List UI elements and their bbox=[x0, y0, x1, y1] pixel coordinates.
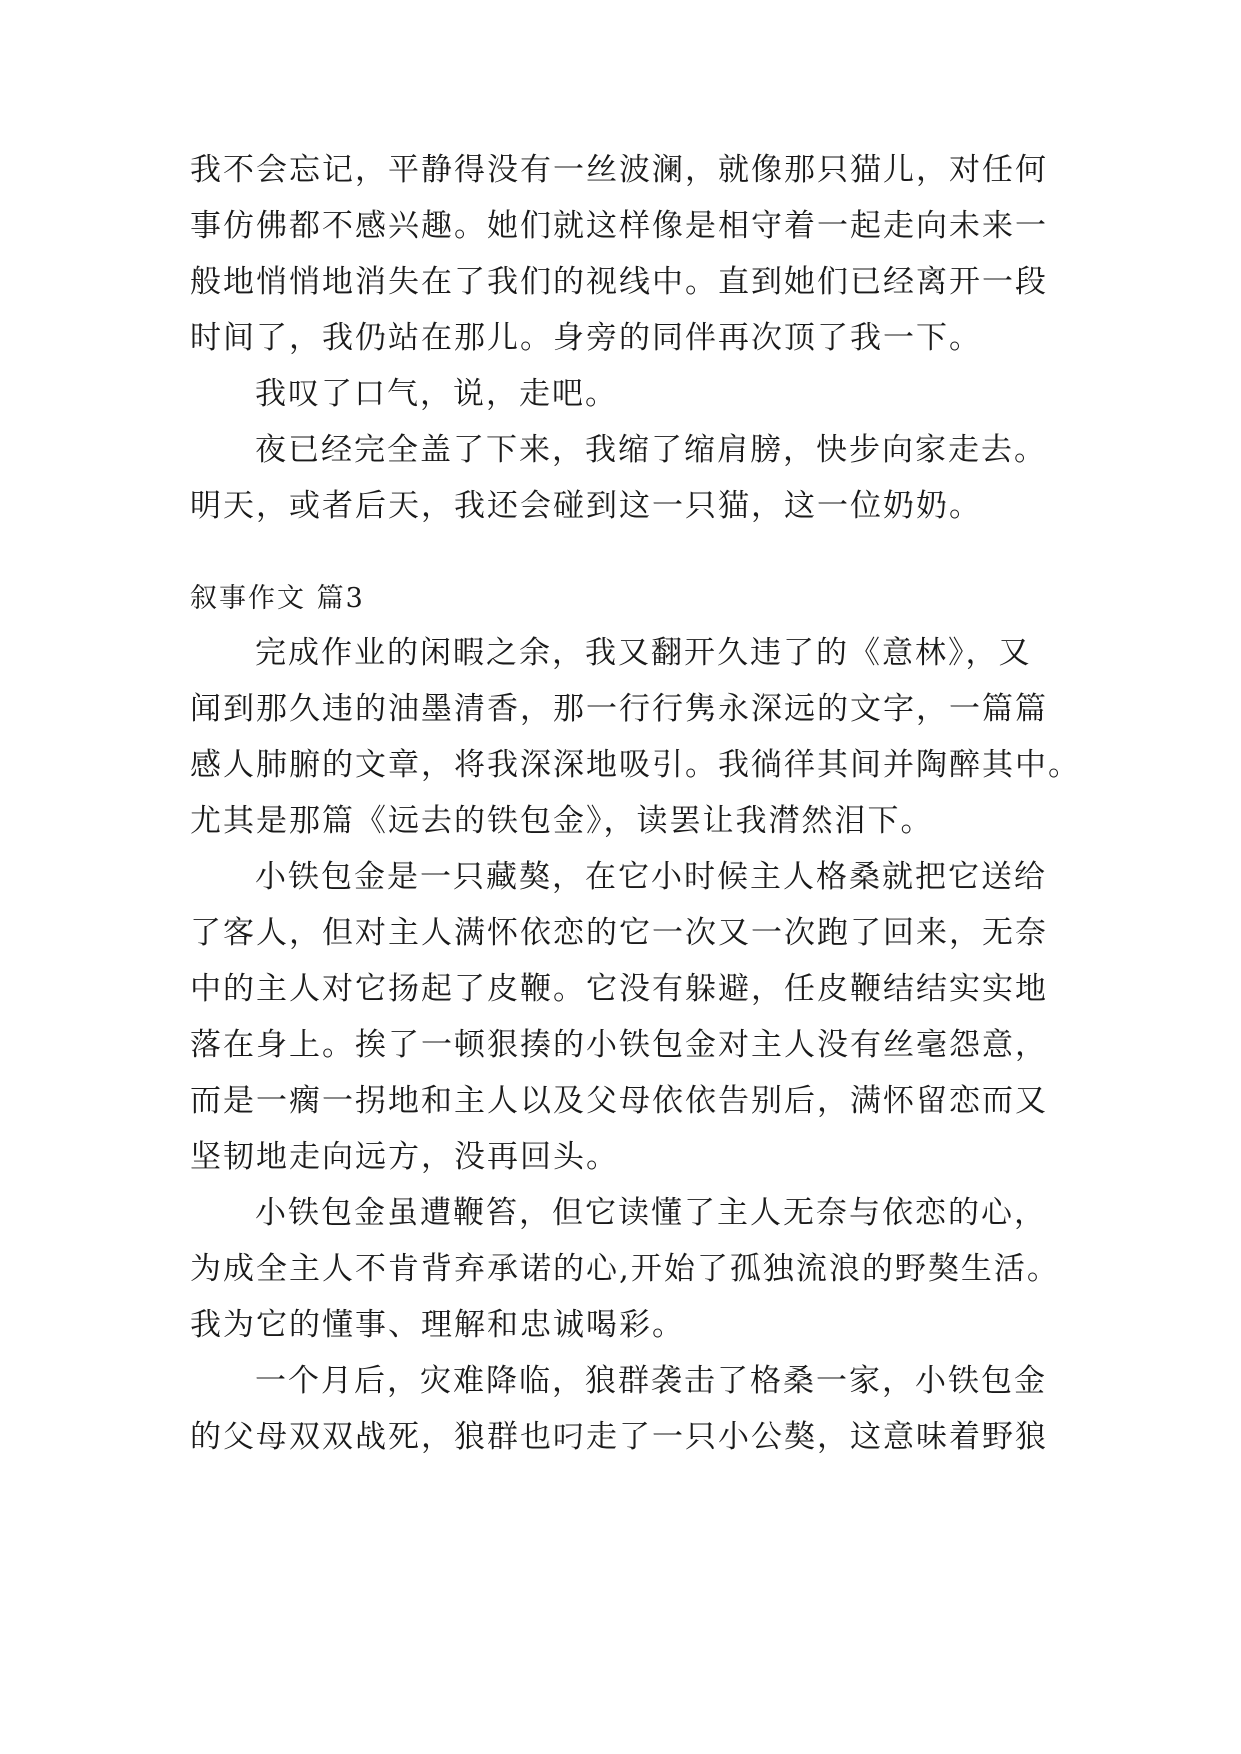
paragraph-line: 感人肺腑的文章，将我深深地吸引。我徜徉其间并陶醉其中。 bbox=[190, 747, 1081, 783]
paragraph-line: 完成作业的闲暇之余，我又翻开久违了的《意林》，又 bbox=[255, 635, 1032, 671]
paragraph-line: 坚韧地走向远方，没再回头。 bbox=[190, 1139, 619, 1175]
paragraph-line: 而是一瘸一拐地和主人以及父母依依告别后，满怀留恋而又 bbox=[190, 1083, 1048, 1119]
paragraph-line: 中的主人对它扬起了皮鞭。它没有躲避，任皮鞭结结实实地 bbox=[190, 971, 1048, 1007]
paragraph-line: 夜已经完全盖了下来，我缩了缩肩膀，快步向家走去。 bbox=[255, 432, 1047, 468]
paragraph-line: 我不会忘记，平静得没有一丝波澜，就像那只猫儿，对任何 bbox=[190, 152, 1048, 188]
paragraph-line: 事仿佛都不感兴趣。她们就这样像是相守着一起走向未来一 bbox=[190, 208, 1048, 244]
paragraph-line: 闻到那久违的油墨清香，那一行行隽永深远的文字，一篇篇 bbox=[190, 691, 1048, 727]
paragraph-line: 小铁包金是一只藏獒，在它小时候主人格桑就把它送给 bbox=[255, 859, 1047, 895]
paragraph-line: 为成全主人不肯背弃承诺的心,开始了孤独流浪的野獒生活。 bbox=[190, 1251, 1060, 1287]
paragraph-line: 了客人，但对主人满怀依恋的它一次又一次跑了回来，无奈 bbox=[190, 915, 1048, 951]
paragraph-line: 时间了，我仍站在那儿。身旁的同伴再次顶了我一下。 bbox=[190, 320, 982, 356]
paragraph-line: 尤其是那篇《远去的铁包金》，读罢让我潸然泪下。 bbox=[190, 803, 934, 839]
paragraph-line: 我叹了口气，说，走吧。 bbox=[255, 376, 618, 412]
paragraph-line: 我为它的懂事、理解和忠诚喝彩。 bbox=[190, 1307, 685, 1343]
paragraph-line: 一个月后，灾难降临，狼群袭击了格桑一家，小铁包金 bbox=[255, 1363, 1047, 1399]
paragraph-line: 般地悄悄地消失在了我们的视线中。直到她们已经离开一段 bbox=[190, 264, 1048, 300]
paragraph-line: 落在身上。挨了一顿狠揍的小铁包金对主人没有丝毫怨意， bbox=[190, 1027, 1048, 1063]
paragraph-line: 明天，或者后天，我还会碰到这一只猫，这一位奶奶。 bbox=[190, 488, 982, 524]
paragraph-line: 小铁包金虽遭鞭笞，但它读懂了主人无奈与依恋的心， bbox=[255, 1195, 1047, 1231]
section-heading: 叙事作文 篇3 bbox=[190, 583, 365, 614]
paragraph-line: 的父母双双战死，狼群也叼走了一只小公獒，这意味着野狼 bbox=[190, 1419, 1048, 1455]
